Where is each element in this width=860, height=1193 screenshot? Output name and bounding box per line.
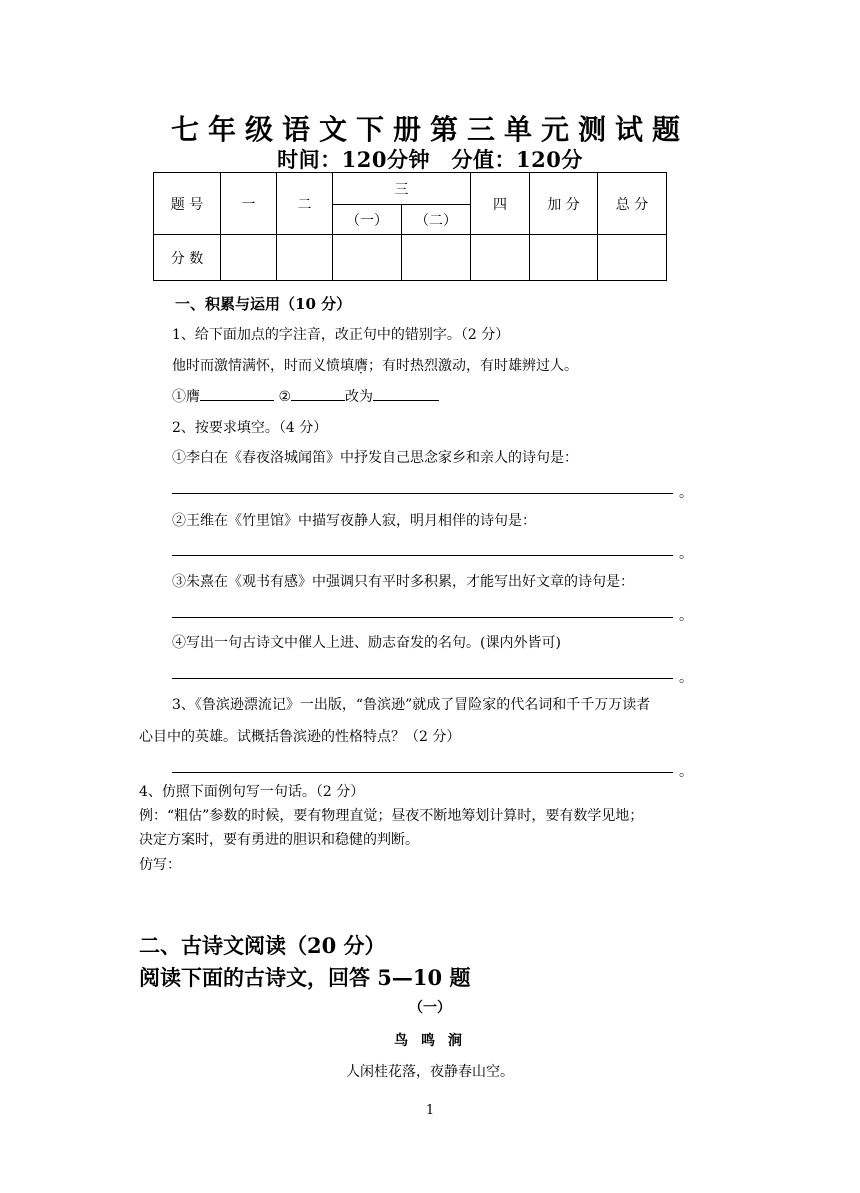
q3-end-mark: 。: [679, 764, 693, 780]
score-table-col-bonus: 加 分: [530, 173, 598, 235]
score-cell[interactable]: [598, 235, 667, 281]
q2-end-mark: 。: [679, 670, 693, 686]
q3-answer-line[interactable]: [172, 772, 673, 773]
score-table-col-3-sub-1: （一）: [333, 205, 402, 235]
score-cell[interactable]: [333, 235, 402, 281]
score-table-header-number: 题 号: [154, 173, 221, 235]
q4-imitate-label: 仿写：: [139, 857, 181, 873]
q4-prompt: 4、仿照下面例句写一句话。（2 分）: [139, 784, 365, 800]
q3-line-2: 心目中的英雄。试概括鲁滨逊的性格特点？（2 分）: [139, 729, 461, 745]
q1-blank-3[interactable]: [373, 386, 439, 401]
score-table-col-3-sub-2: （二）: [402, 205, 471, 235]
q2-item-3: ③朱熹在《观书有感》中强调只有平时多积累，才能写出好文章的诗句是：: [172, 574, 634, 590]
q2-end-mark: 。: [679, 608, 693, 624]
part-label: （一）: [409, 1000, 451, 1016]
poem-title: 鸟 鸣 涧: [394, 1033, 466, 1049]
score-table-col-4: 四: [471, 173, 530, 235]
score-cell[interactable]: [530, 235, 598, 281]
q2-item-4: ④写出一句古诗文中催人上进、励志奋发的名句。(课内外皆可): [172, 635, 561, 651]
q1-sentence: 他时而激情满怀，时而义愤填膺；有时热烈激动，有时雄辨过人。: [172, 358, 578, 374]
score-table: [153, 172, 667, 281]
score-cell[interactable]: [221, 235, 277, 281]
exam-subtitle: 时间：120分钟 分值：120分: [277, 147, 583, 172]
q4-example-line-1: 例：“粗估”参数的时候，要有物理直觉；昼夜不断地筹划计算时，要有数学见地；: [139, 808, 644, 824]
score-table-col-2: 二: [277, 173, 333, 235]
q2-answer-line-1[interactable]: [172, 493, 673, 494]
score-table-col-3: 三: [333, 173, 471, 205]
q2-item-1: ①李白在《春夜洛城闻笛》中抒发自己思念家乡和亲人的诗句是：: [172, 450, 578, 466]
q2-prompt: 2、按要求填空。（4 分）: [172, 420, 328, 436]
q2-answer-line-3[interactable]: [172, 617, 673, 618]
q2-answer-line-4[interactable]: [172, 678, 673, 679]
q2-answer-line-2[interactable]: [172, 555, 673, 556]
score-table-col-1: 一: [221, 173, 277, 235]
poem-line-1: 人闲桂花落，夜静春山空。: [346, 1064, 514, 1080]
q1-answer-row: ①膺 ② 改为: [172, 386, 439, 406]
page-number: 1: [425, 1103, 435, 1118]
q1-blank-1[interactable]: [200, 386, 274, 401]
q2-end-mark: 。: [679, 546, 693, 562]
q1-dotted-char: 膺: [354, 358, 368, 374]
score-cell[interactable]: [402, 235, 471, 281]
q3-line-1: 3、《鲁滨逊漂流记》一出版，“鲁滨逊”就成了冒险家的代名词和千千万万读者: [172, 697, 651, 713]
section-2-heading: 二、古诗文阅读（20 分）: [139, 933, 386, 958]
score-table-col-total: 总 分: [598, 173, 667, 235]
q1-blank-2[interactable]: [291, 386, 345, 401]
exam-title: 七年级语文下册第三单元测试题: [170, 113, 689, 146]
score-table-header-score: 分 数: [154, 235, 221, 281]
q2-end-mark: 。: [679, 485, 693, 501]
section-2-instruction: 阅读下面的古诗文，回答 5—10 题: [139, 965, 471, 990]
q2-item-2: ②王维在《竹里馆》中描写夜静人寂，明月相伴的诗句是：: [172, 513, 536, 529]
section-1-heading: 一、积累与运用（10 分）: [175, 295, 352, 313]
score-cell[interactable]: [277, 235, 333, 281]
q4-example-line-2: 决定方案时，要有勇进的胆识和稳健的判断。: [139, 832, 419, 848]
q1-prompt: 1、给下面加点的字注音，改正句中的错别字。（2 分）: [172, 327, 510, 343]
score-cell[interactable]: [471, 235, 530, 281]
